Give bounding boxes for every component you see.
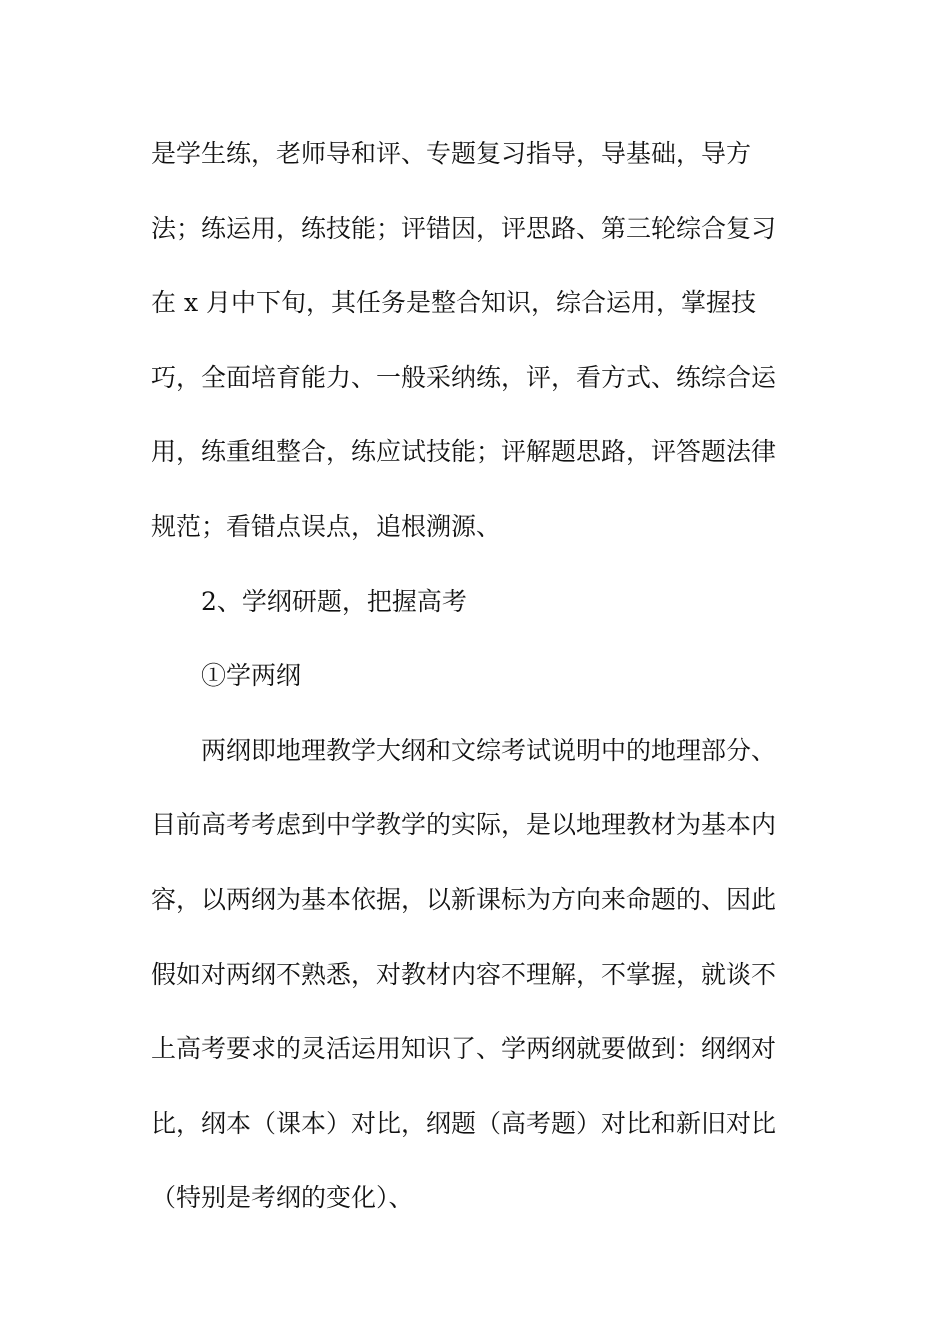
text-line: 假如对两纲不熟悉，对教材内容不理解，不掌握，就谈不 (151, 959, 777, 989)
text-line: 规范；看错点误点，追根溯源、 (151, 511, 502, 541)
text-line: （特别是考纲的变化）、 (151, 1183, 414, 1213)
text-line: 上高考要求的灵活运用知识了、学两纲就要做到：纲纲对 (151, 1034, 777, 1064)
subsection-heading: ①学两纲 (201, 661, 302, 691)
text-line: 法；练运用，练技能；评错因，评思路、第三轮综合复习 (151, 213, 777, 243)
text-line: 容，以两纲为基本依据，以新课标为方向来命题的、因此 (151, 884, 777, 914)
section-heading: 2、学纲研题，把握高考 (201, 586, 467, 616)
text-line: 比，纲本（课本）对比，纲题（高考题）对比和新旧对比 (151, 1108, 777, 1138)
body-text (151, 126, 801, 1245)
paragraph-first-line: 两纲即地理教学大纲和文综考试说明中的地理部分、 (201, 735, 777, 765)
text-line: 在 x 月中下旬，其任务是整合知识，综合运用，掌握技 (151, 288, 756, 318)
text-line: 目前高考考虑到中学教学的实际，是以地理教材为基本内 (151, 810, 777, 840)
text-line: 是学生练，老师导和评、专题复习指导，导基础，导方 (151, 139, 752, 168)
text-line: 用，练重组整合，练应试技能；评解题思路，评答题法律 (151, 437, 777, 467)
text-line: 巧，全面培育能力、一般采纳练，评，看方式、练综合运 (151, 362, 777, 392)
